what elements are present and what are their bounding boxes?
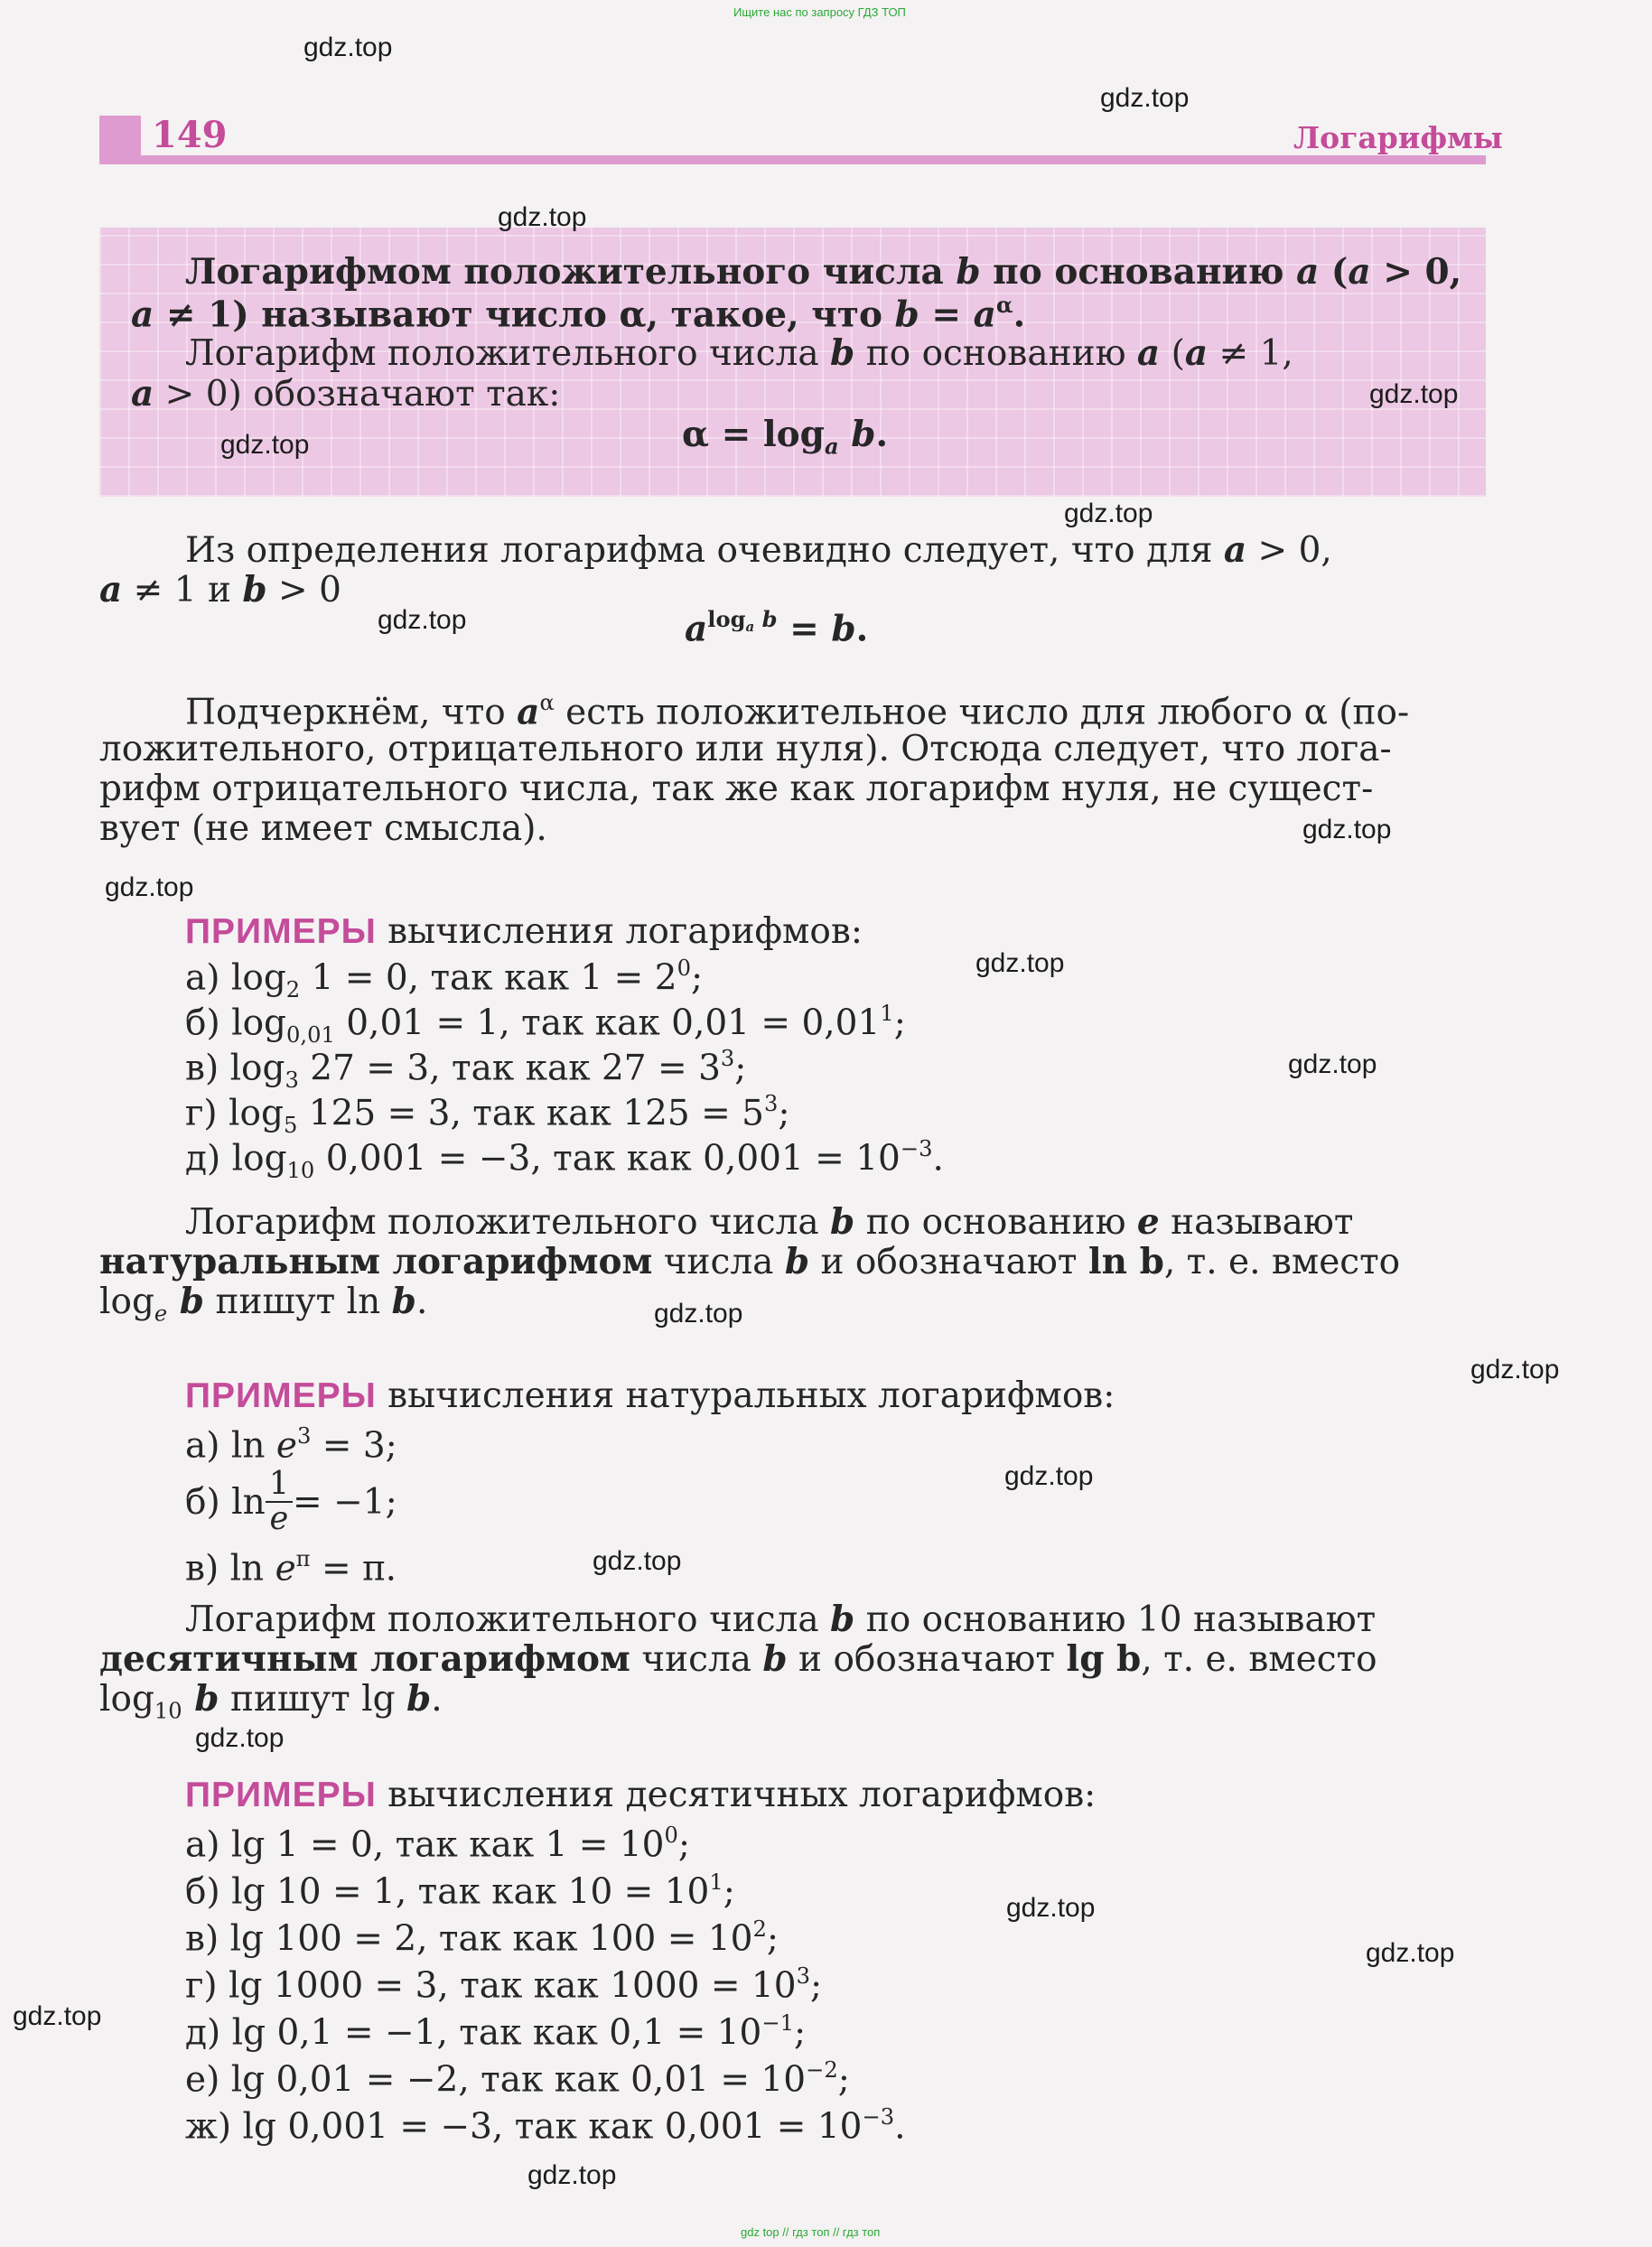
watermark: gdz.top (1366, 1938, 1455, 1968)
p2-line-1: Подчеркнём, что $a^\alpha$ есть положительное число для любого α (по- (185, 690, 1410, 733)
p4-line-1: Логарифм положительного числа b по основанию 10 называют (185, 1599, 1377, 1640)
definition-line-3: Логарифм положительного числа b по основанию a (a ≠ 1, (185, 332, 1293, 374)
ex3-item-g: ж) lg 0,001 = −3, так как $0,001 = 10^{-3}$. (185, 2104, 906, 2148)
definition-line-1: Логарифмом положительного числа b по основанию a (a > 0, (185, 251, 1462, 293)
ex3-item-e: д) lg 0,1 = −1, так как $0,1 = 10^{-1}$; (185, 2010, 807, 2054)
ex2-item-a: а) $\ln e^3 = 3$; (185, 1423, 397, 1467)
p2-line-2: ложительного, отрицательного или нуля). Отсюда следует, что лога- (99, 729, 1392, 769)
ex3-item-d: г) lg 1000 = 3, так как $1000 = 10^3$; (185, 1963, 823, 2007)
p4-line-3: $\log_{10} b$ пишут lg b. (99, 1678, 443, 1724)
p1-line-2: a ≠ 1 и b > 0 (99, 569, 341, 611)
watermark: gdz.top (527, 2160, 617, 2190)
watermark: gdz.top (1369, 379, 1459, 409)
watermark: gdz.top (195, 1723, 285, 1753)
page-number: 149 (152, 114, 228, 156)
bottom-banner: gdz top // гдз топ // гдз топ (741, 2225, 881, 2239)
p2-line-3: рифм отрицательного числа, так же как логарифм нуля, не сущест- (99, 769, 1374, 809)
p1-formula: $a^{log_a b} = b$. (685, 606, 869, 650)
ex2-item-b: б) ln $\frac{1}{e}$ = −1; (185, 1465, 397, 1537)
top-banner: Ищите нас по запросу ГДЗ ТОП (733, 5, 906, 19)
watermark: gdz.top (593, 1546, 682, 1576)
watermark: gdz.top (220, 430, 310, 460)
definition-line-4: a > 0) обозначают так: (131, 373, 561, 415)
ex1-item-b: б) $\log_{0,01} 0,01 = 1$, так как $0,01 = 0,01^1$; (185, 1001, 906, 1049)
watermark: gdz.top (1100, 83, 1190, 113)
watermark: gdz.top (654, 1299, 743, 1329)
watermark: gdz.top (378, 605, 467, 635)
p2-line-4: вует (не имеет смысла). (99, 808, 547, 849)
watermark: gdz.top (1302, 815, 1392, 844)
watermark: gdz.top (105, 872, 194, 902)
fraction-one-over-e: $\frac{1}{e}$ (266, 1468, 293, 1536)
section-title: Логарифмы (1293, 120, 1503, 155)
watermark: gdz.top (975, 948, 1065, 978)
p3-line-1: Логарифм положительного числа b по основанию e называют (185, 1201, 1354, 1243)
ex3-item-b: б) lg 10 = 1, так как $10 = 10^1$; (185, 1869, 735, 1913)
ex1-heading: ПРИМЕРЫ вычисления логарифмов: (185, 911, 863, 952)
definition-formula: $\alpha = \log_a b$. (682, 414, 889, 460)
watermark: gdz.top (303, 33, 393, 62)
ex3-item-f: е) lg 0,01 = −2, так как $0,01 = 10^{-2}$; (185, 2057, 850, 2101)
p1-line-1: Из определения логарифма очевидно следует, что для a > 0, (185, 529, 1332, 571)
watermark: gdz.top (1470, 1355, 1560, 1385)
watermark: gdz.top (1288, 1049, 1377, 1079)
p3-line-2: натуральным логарифмом числа b и обозначают ln b, т. е. вместо (99, 1241, 1401, 1282)
ex3-item-c: в) lg 100 = 2, так как $100 = 10^2$; (185, 1916, 779, 1960)
ex1-item-e: д) $\log_{10} 0,001 = -3$, так как $0,001 = 10^{-3}$. (185, 1136, 944, 1184)
ex2-heading: ПРИМЕРЫ вычисления натуральных логарифмов: (185, 1375, 1115, 1416)
ex1-item-d: г) $\log_5 125 = 3$, так как $125 = 5^3$; (185, 1091, 790, 1139)
watermark: gdz.top (1064, 499, 1153, 528)
p4-line-2: десятичным логарифмом числа b и обозначают lg b, т. е. вместо (99, 1638, 1377, 1680)
ex2-item-c: в) $\ln e^\pi = \pi$. (185, 1546, 397, 1590)
watermark: gdz.top (1006, 1893, 1096, 1923)
ex1-item-a: а) $\log_2 1 = 0$, так как $1 = 2^0$; (185, 956, 704, 1003)
watermark: gdz.top (13, 2001, 102, 2031)
watermark: gdz.top (1004, 1461, 1094, 1491)
watermark: gdz.top (498, 202, 587, 232)
ex3-heading: ПРИМЕРЫ вычисления десятичных логарифмов: (185, 1775, 1097, 1815)
p3-line-3: $\log_e b$ пишут ln b. (99, 1281, 428, 1327)
definition-line-2: a ≠ 1) называют число α, такое, что $b = a^\alpha$. (131, 292, 1026, 336)
ex3-item-a: а) lg 1 = 0, так как $1 = 10^0$; (185, 1823, 691, 1866)
ex1-item-c: в) $\log_3 27 = 3$, так как $27 = 3^3$; (185, 1046, 747, 1094)
